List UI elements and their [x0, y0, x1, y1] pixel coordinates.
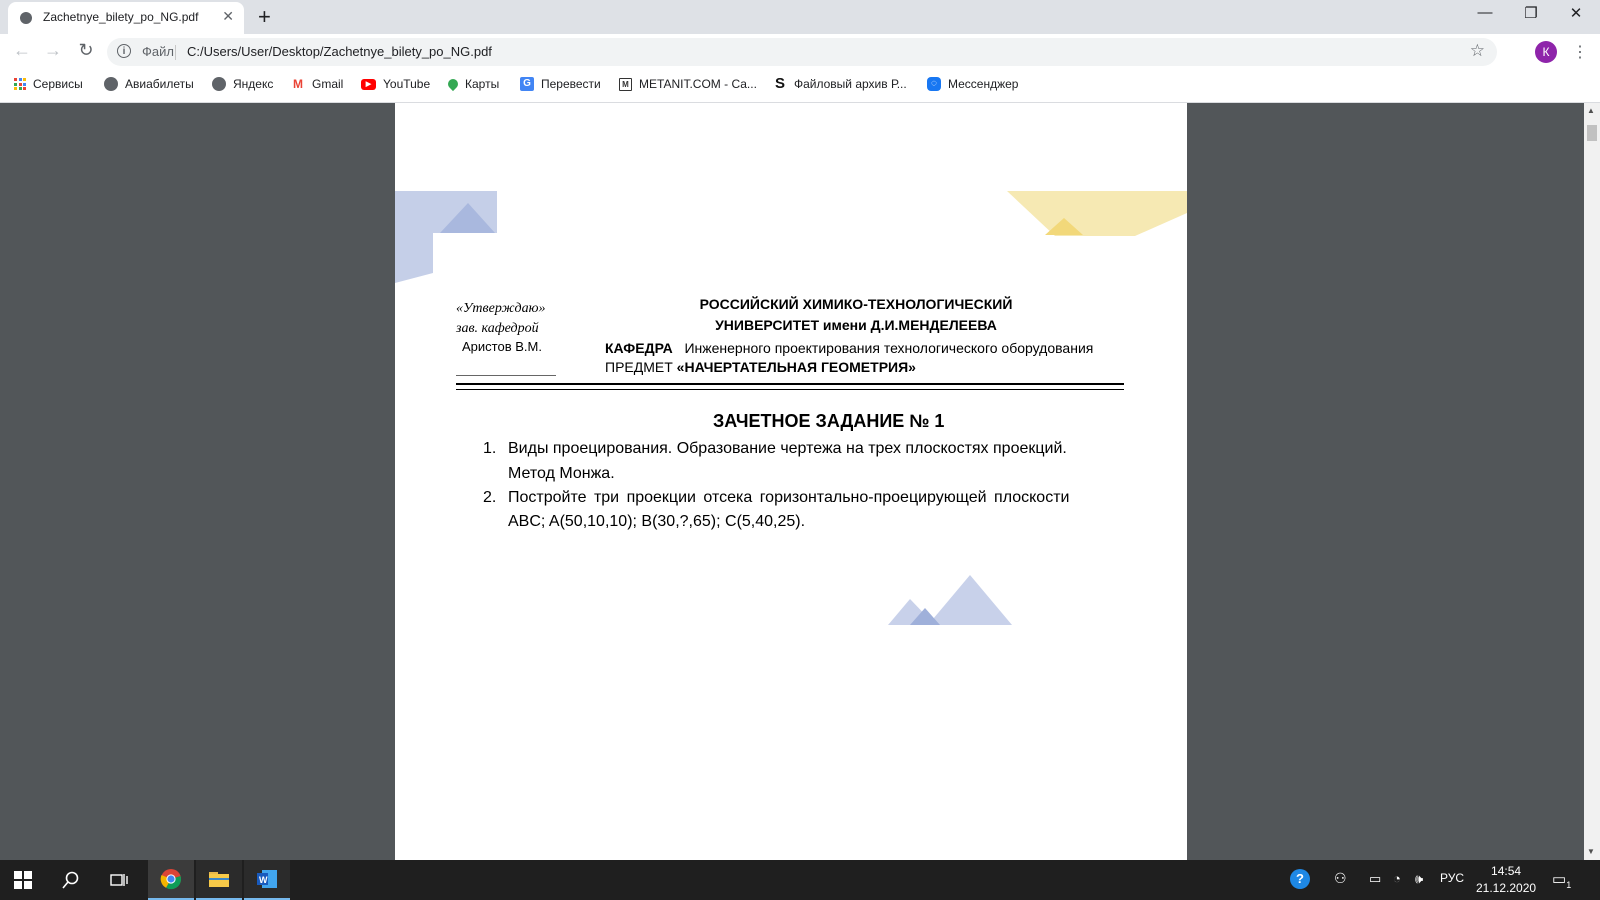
metanit-icon: M	[619, 78, 632, 91]
search-icon	[62, 871, 80, 889]
volume-icon[interactable]: 🕪	[1415, 871, 1424, 886]
task-item-2-line-1: Постройте три проекции отсека горизонтально-проецирующей плоскости	[508, 489, 1070, 506]
clock-date: 21.12.2020	[1476, 881, 1537, 895]
url-text[interactable]: C:/Users/User/Desktop/Zachetnye_bilety_po_NG.pdf	[187, 44, 492, 59]
taskbar-file-explorer[interactable]	[196, 860, 242, 900]
taskbar-word[interactable]	[244, 860, 290, 900]
bookmark-aviabilety[interactable]	[104, 77, 194, 91]
messenger-icon: ◌	[927, 77, 941, 91]
menu-icon[interactable]: ⋮	[1572, 44, 1588, 61]
bookmark-yandex[interactable]	[212, 77, 273, 91]
bookmark-label: Gmail	[312, 77, 344, 91]
globe-icon	[212, 77, 226, 91]
restore-button[interactable]: ❐	[1524, 5, 1538, 22]
globe-icon	[20, 12, 32, 24]
search-button[interactable]	[48, 860, 94, 900]
tab-title: Zachetnye_bilety_po_NG.pdf	[43, 10, 199, 24]
reload-button[interactable]: ↻	[78, 40, 94, 60]
blue-mountain-large	[928, 575, 1012, 625]
profile-avatar[interactable]: К	[1535, 41, 1557, 63]
forward-button[interactable]: →	[44, 40, 62, 60]
s-icon: S	[774, 75, 785, 92]
maps-pin-icon	[446, 77, 460, 91]
approve-line-2: зав. кафедрой	[456, 321, 539, 336]
bookmark-metanit[interactable]	[619, 77, 757, 91]
apps-grid-icon	[14, 78, 26, 90]
task-item-2-line-2: ABC; A(50,10,10); B(30,?,65); C(5,40,25).	[508, 513, 806, 530]
pdf-viewer[interactable]	[0, 103, 1584, 860]
bookmark-file-archive[interactable]	[773, 77, 907, 91]
signature-line	[456, 375, 556, 376]
youtube-icon: ▶	[361, 79, 376, 90]
bookmark-youtube[interactable]	[361, 77, 430, 91]
vertical-scrollbar[interactable]	[1584, 103, 1600, 860]
browser-toolbar	[0, 34, 1600, 70]
system-clock[interactable]	[1476, 863, 1536, 897]
back-button[interactable]: ←	[13, 40, 31, 60]
bookmark-maps[interactable]	[448, 77, 499, 91]
new-tab-button[interactable]: +	[258, 4, 271, 29]
translate-icon: G	[520, 77, 534, 91]
clock-time: 14:54	[1491, 864, 1522, 878]
bookmark-label: Файловый архив Р...	[794, 77, 907, 91]
people-icon[interactable]: ⚇	[1334, 870, 1347, 886]
bookmark-label: METANIT.COM - Са...	[639, 77, 757, 91]
info-icon[interactable]: i	[117, 44, 131, 58]
subject-label: ПРЕДМЕТ	[605, 359, 673, 375]
bookmark-gmail[interactable]	[291, 77, 343, 91]
subject-name: «НАЧЕРТАТЕЛЬНАЯ ГЕОМЕТРИЯ»	[676, 359, 916, 375]
browser-tab[interactable]	[8, 2, 244, 34]
bookmark-messenger[interactable]	[927, 77, 1018, 91]
taskbar-chrome[interactable]	[148, 860, 194, 900]
windows-taskbar	[0, 860, 1600, 900]
bookmark-label: Сервисы	[33, 77, 83, 91]
battery-icon[interactable]: ▭	[1369, 871, 1382, 886]
task-item-1-number: 1.	[483, 440, 497, 457]
scroll-up-icon[interactable]: ▲	[1587, 106, 1595, 115]
chrome-icon	[160, 868, 182, 890]
close-tab-icon[interactable]: ✕	[222, 8, 234, 24]
language-indicator[interactable]: РУС	[1440, 871, 1465, 885]
approve-line-1: «Утверждаю»	[456, 301, 546, 316]
task-item-1-line-2: Метод Монжа.	[508, 465, 615, 482]
bookmark-services[interactable]	[14, 77, 83, 91]
bookmark-label: Авиабилеты	[125, 77, 194, 91]
bookmark-label: Мессенджер	[948, 77, 1019, 91]
bookmark-label: YouTube	[383, 77, 431, 91]
yellow-band-shape	[1007, 191, 1187, 236]
scroll-down-icon[interactable]: ▼	[1587, 847, 1595, 856]
wifi-icon[interactable]: ◔	[1393, 871, 1401, 886]
notification-count: 1	[1566, 880, 1572, 890]
university-line-2: УНИВЕРСИТЕТ имени Д.И.МЕНДЕЛЕЕВА	[715, 317, 997, 333]
task-item-1-line-1: Виды проецирования. Образование чертежа на трех плоскостях проекций.	[508, 440, 1067, 457]
task-view-icon	[110, 872, 128, 888]
scrollbar-thumb[interactable]	[1587, 125, 1597, 141]
bookmark-label: Карты	[465, 77, 500, 91]
help-icon[interactable]: ?	[1290, 869, 1310, 889]
start-button[interactable]	[0, 860, 46, 900]
approve-line-3: Аристов В.М.	[462, 339, 542, 354]
word-icon	[256, 869, 278, 889]
window-close-button[interactable]: ✕	[1569, 5, 1583, 22]
department-name: Инженерного проектирования технологического оборудования	[684, 340, 1094, 356]
bookmark-translate[interactable]	[520, 77, 601, 91]
minimize-button[interactable]: —	[1477, 4, 1493, 21]
gmail-icon: M	[293, 77, 303, 91]
separator	[175, 45, 176, 60]
task-title: ЗАЧЕТНОЕ ЗАДАНИЕ № 1	[713, 411, 945, 431]
file-chip: Файл	[142, 44, 174, 59]
pdf-page	[395, 103, 1187, 860]
task-view-button[interactable]	[96, 860, 142, 900]
tab-strip	[0, 0, 1600, 34]
department-line	[605, 340, 1093, 356]
department-label: КАФЕДРА	[605, 340, 673, 356]
task-item-2-number: 2.	[483, 489, 497, 506]
globe-icon	[104, 77, 118, 91]
bookmark-star-icon[interactable]: ☆	[1469, 41, 1485, 60]
subject-line	[605, 359, 916, 375]
bookmarks-bar	[0, 70, 1600, 103]
university-line-1: РОССИЙСКИЙ ХИМИКО-ТЕХНОЛОГИЧЕСКИЙ	[699, 296, 1013, 312]
bookmark-label: Яндекс	[233, 77, 274, 91]
svg-text:W: W	[259, 875, 268, 885]
divider-bottom	[456, 389, 1124, 390]
folder-icon	[208, 870, 230, 888]
action-center-icon[interactable]: $▭_1$	[1552, 871, 1572, 890]
blue-corner-shape	[395, 191, 497, 283]
bookmark-label: Перевести	[541, 77, 601, 91]
windows-logo-icon	[14, 871, 32, 889]
address-bar[interactable]	[107, 38, 1497, 66]
divider-top	[456, 383, 1124, 385]
